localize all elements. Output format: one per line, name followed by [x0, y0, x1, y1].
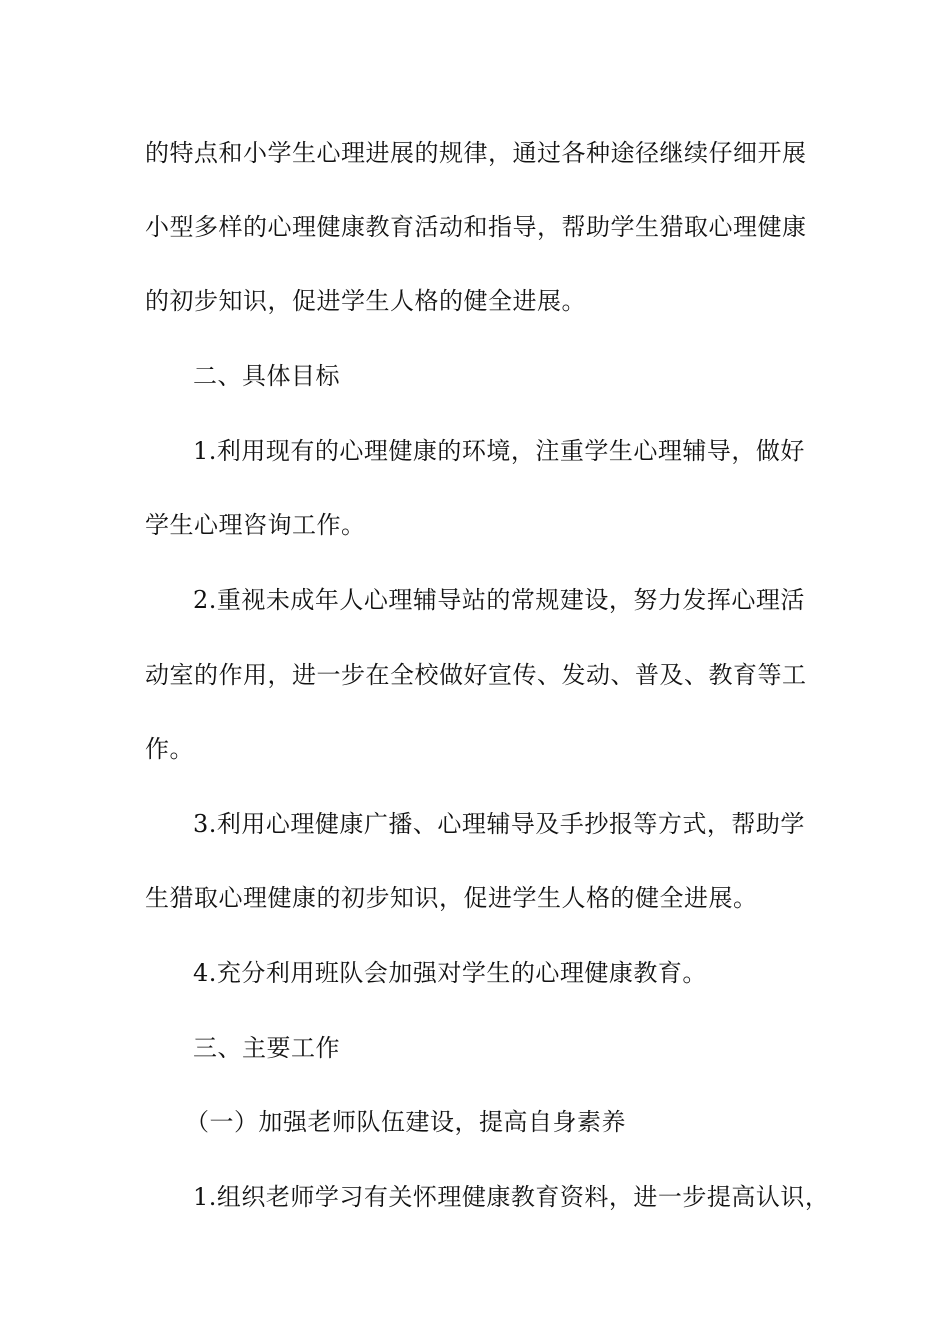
list-item-line: 学生心理咨询工作。: [145, 511, 366, 539]
subsection-heading: （一）加强老师队伍建设，提高自身素养: [185, 1108, 626, 1136]
list-item-line: 1.组织老师学习有关怀理健康教育资料，进一步提高认识，: [193, 1183, 830, 1211]
list-item-line: 4.充分利用班队会加强对学生的心理健康教育。: [193, 959, 707, 987]
section-heading-2: 二、具体目标: [193, 362, 340, 390]
list-item-line: 生猎取心理健康的初步知识，促进学生人格的健全进展。: [145, 884, 758, 912]
paragraph-line: 的初步知识，促进学生人格的健全进展。: [145, 287, 586, 315]
paragraph-line: 的特点和小学生心理进展的规律，通过各种途径继续仔细开展: [145, 139, 807, 167]
list-item-line: 2.重视未成年人心理辅导站的常规建设，努力发挥心理活: [193, 586, 805, 614]
list-item-line: 1.利用现有的心理健康的环境，注重学生心理辅导，做好: [193, 437, 805, 465]
paragraph-line: 小型多样的心理健康教育活动和指导，帮助学生猎取心理健康: [145, 213, 807, 241]
list-item-line: 动室的作用，进一步在全校做好宣传、发动、普及、教育等工: [145, 661, 807, 689]
section-heading-3: 三、主要工作: [193, 1034, 340, 1062]
list-item-line: 3.利用心理健康广播、心理辅导及手抄报等方式，帮助学: [193, 810, 805, 838]
list-item-line: 作。: [145, 735, 194, 763]
